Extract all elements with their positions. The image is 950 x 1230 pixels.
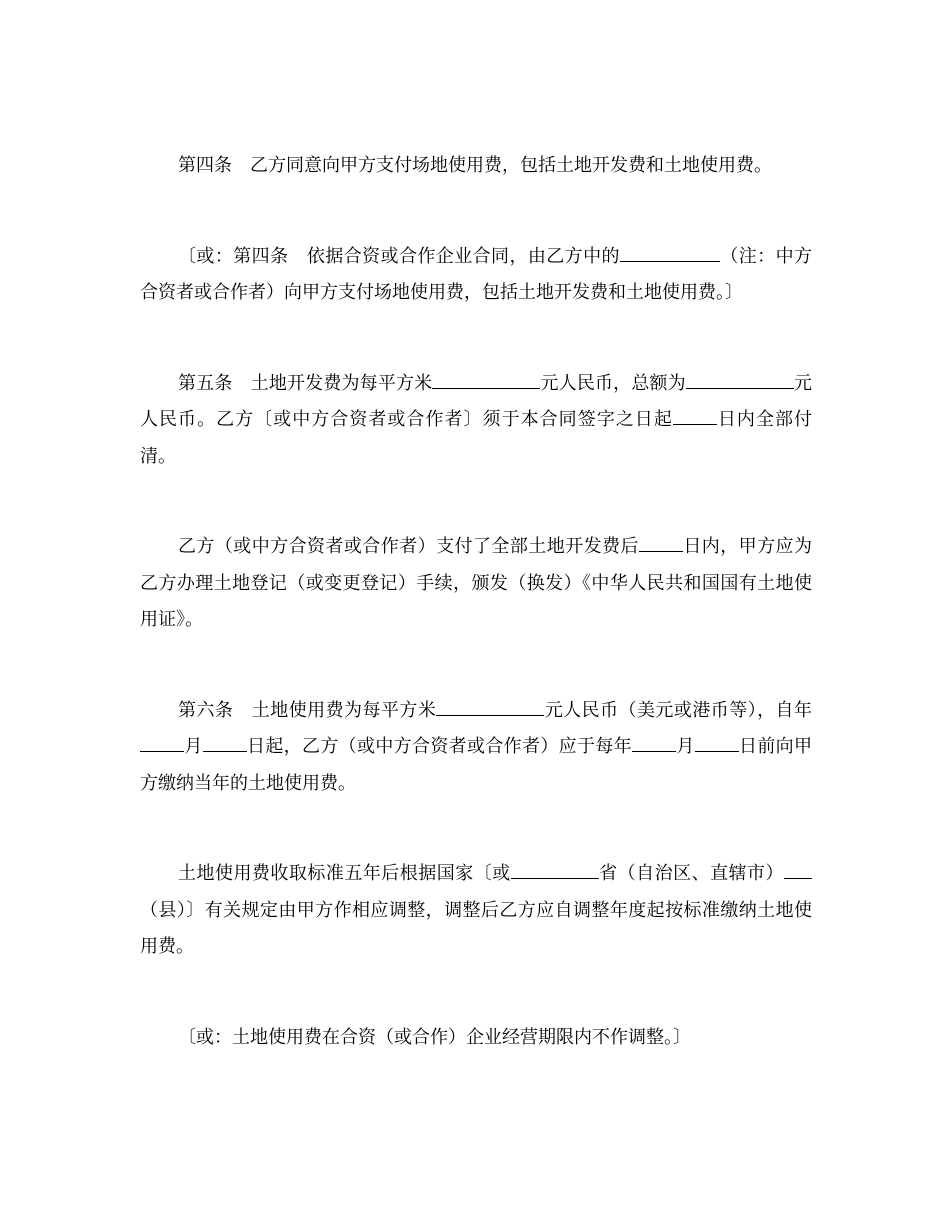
text-segment: 第六条 土地使用费为每平方米 — [178, 699, 437, 721]
fill-blank — [620, 243, 720, 262]
text-segment: 元人民币。乙方〔或中方合资者或合作者〕须于本合同签字之日起 — [140, 372, 813, 430]
text-segment: 年 — [794, 699, 813, 721]
article-6 — [140, 693, 812, 803]
article-4 — [140, 148, 812, 185]
fill-blank — [511, 860, 599, 879]
document-page — [140, 148, 812, 1056]
fill-blank — [784, 860, 812, 879]
text-segment: 月 — [184, 736, 203, 757]
text-segment: 土地使用费收取标准五年后根据国家〔或 — [178, 863, 511, 884]
text-segment: 乙方（或中方合资者或合作者）支付了全部土地开发费后 — [178, 536, 639, 557]
text-segment: （注：中方合资者或合作者）向甲方支付场地使用费，包括土地开发费和土地使用费。〕 — [140, 245, 813, 303]
text-segment: 元人民币，总额为 — [540, 372, 686, 394]
text-segment: 日内，甲方应为乙方办理土地登记（或变更登记）手续，颁发（换发）《中华人民共和国国有土地使用证》。 — [140, 536, 812, 630]
fill-blank — [140, 733, 184, 752]
fill-blank — [686, 370, 794, 389]
article-4-text: 第四条 乙方同意向甲方支付场地使用费，包括土地开发费和土地使用费。 — [178, 155, 772, 176]
text-segment: 省（自治区、直辖市） — [598, 863, 785, 884]
text-segment: （县）〕有关规定由甲方作相应调整，调整后乙方应自调整年度起按标准缴纳土地使用费。 — [140, 899, 812, 957]
text-segment: 日前向甲方缴纳当年的土地使用费。 — [140, 736, 813, 794]
text-segment: 月 — [676, 736, 695, 757]
fill-blank — [695, 733, 739, 752]
fill-blank — [632, 733, 676, 752]
land-certificate-paragraph — [140, 529, 812, 639]
fill-blank — [673, 406, 717, 425]
text-segment: 日起，乙方（或中方合资者或合作者）应于每年 — [246, 736, 633, 757]
fill-blank — [436, 697, 544, 716]
text-segment: 〔或：第四条 依据合资或合作企业合同，由乙方中的 — [178, 245, 620, 267]
fill-blank — [203, 733, 247, 752]
no-adjustment-alternative — [140, 1020, 812, 1057]
fee-adjustment-paragraph — [140, 856, 812, 966]
text-segment: 日内全部付清。 — [140, 409, 813, 467]
fill-blank — [639, 533, 683, 552]
no-adjustment-text: 〔或：土地使用费在合资（或合作）企业经营期限内不作调整。〕 — [178, 1026, 691, 1048]
article-4-alternative — [140, 239, 812, 312]
text-segment: 第五条 土地开发费为每平方米 — [178, 372, 433, 394]
article-5 — [140, 366, 812, 476]
text-segment: 元人民币（美元或港币等），自 — [544, 699, 795, 721]
fill-blank — [432, 370, 540, 389]
